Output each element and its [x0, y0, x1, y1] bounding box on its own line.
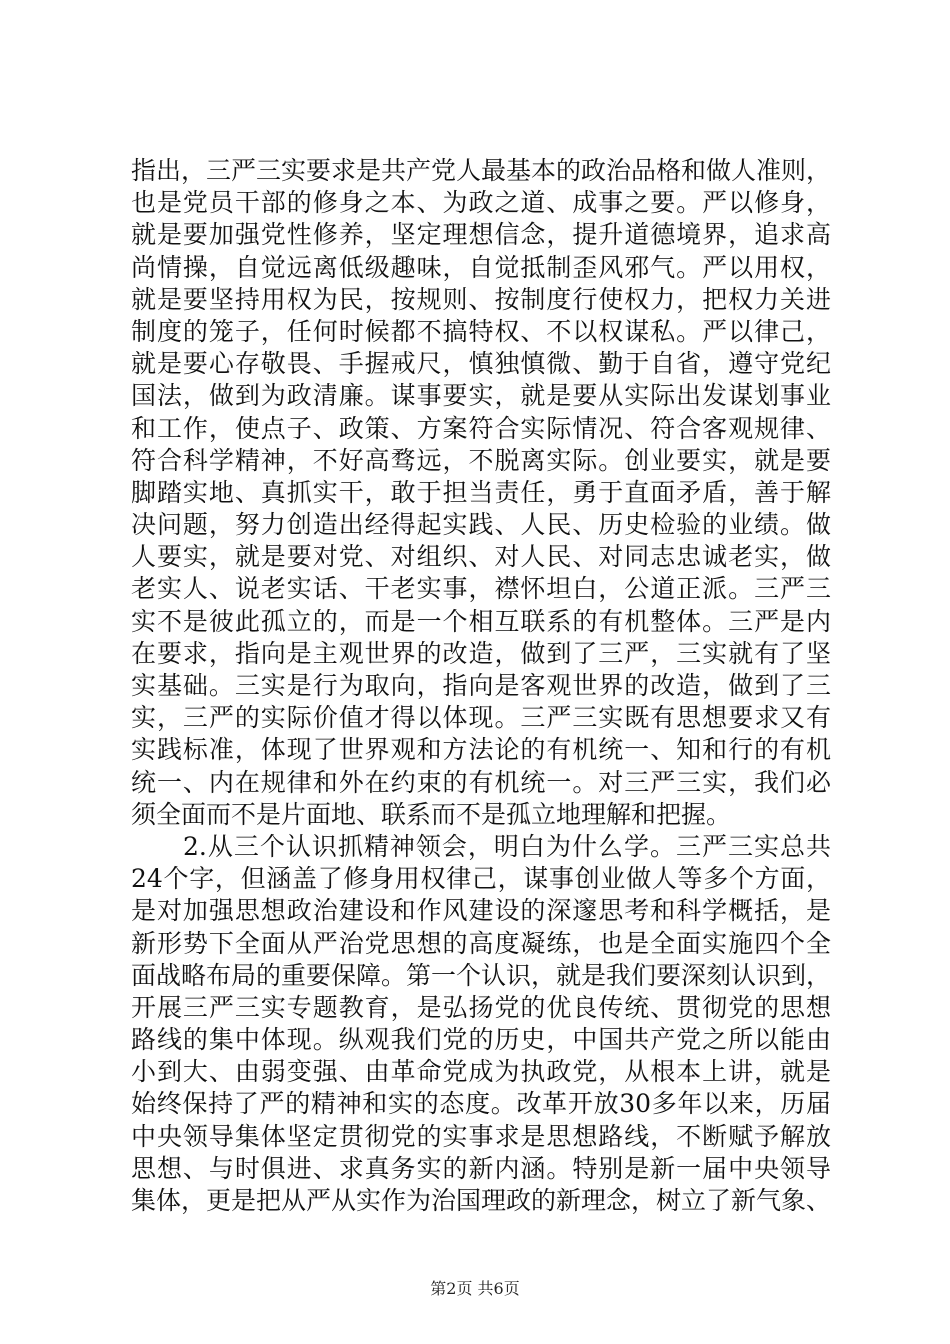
- text-line: 开展三严三实专题教育，是弘扬党的优良传统、贯彻党的思想: [131, 992, 831, 1022]
- text-line: 实，三严的实际价值才得以体现。三严三实既有思想要求又有: [131, 703, 831, 733]
- text-line: 在要求，指向是主观世界的改造，做到了三严，三实就有了坚: [131, 638, 831, 668]
- text-line: 实不是彼此孤立的，而是一个相互联系的有机整体。三严是内: [131, 606, 831, 636]
- text-line: 2.从三个认识抓精神领会，明白为什么学。三严三实总共: [131, 831, 831, 861]
- text-line: 国法，做到为政清廉。谋事要实，就是要从实际出发谋划事业: [131, 381, 831, 411]
- text-line: 和工作，使点子、政策、方案符合实际情况、符合客观规律、: [131, 413, 831, 443]
- text-line: 脚踏实地、真抓实干，敢于担当责任，勇于直面矛盾，善于解: [131, 477, 831, 507]
- text-line: 统一、内在规律和外在约束的有机统一。对三严三实，我们必: [131, 767, 831, 797]
- text-line: 就是要加强党性修养，坚定理想信念，提升道德境界，追求高: [131, 220, 831, 250]
- text-line: 决问题，努力创造出经得起实践、人民、历史检验的业绩。做: [131, 510, 831, 540]
- body-text: [131, 155, 831, 1217]
- text-line: 新形势下全面从严治党思想的高度凝练，也是全面实施四个全: [131, 928, 831, 958]
- text-line: 24个字，但涵盖了修身用权律己，谋事创业做人等多个方面，: [131, 864, 831, 894]
- text-line: 面战略布局的重要保障。第一个认识，就是我们要深刻认识到，: [131, 960, 832, 990]
- text-line: 始终保持了严的精神和实的态度。改革开放30多年以来，历届: [131, 1089, 831, 1119]
- text-line: 老实人、说老实话、干老实事，襟怀坦白，公道正派。三严三: [131, 574, 831, 604]
- text-line: 小到大、由弱变强、由革命党成为执政党，从根本上讲，就是: [131, 1057, 831, 1087]
- text-line: 须全面而不是片面地、联系而不是孤立地理解和把握。: [131, 799, 732, 829]
- text-line: 人要实，就是要对党、对组织、对人民、对同志忠诚老实，做: [131, 542, 831, 572]
- text-line: 制度的笼子，任何时候都不搞特权、不以权谋私。严以律己，: [131, 316, 831, 346]
- text-line: 实践标准，体现了世界观和方法论的有机统一、知和行的有机: [131, 735, 831, 765]
- text-line: 也是党员干部的修身之本、为政之道、成事之要。严以修身，: [131, 188, 831, 218]
- text-line: 是对加强思想政治建设和作风建设的深邃思考和科学概括，是: [131, 896, 831, 926]
- text-line: 就是要心存敬畏、手握戒尺，慎独慎微、勤于自省，遵守党纪: [131, 349, 831, 379]
- text-line: 指出，三严三实要求是共产党人最基本的政治品格和做人准则，: [131, 156, 832, 185]
- text-line: 思想、与时俱进、求真务实的新内涵。特别是新一届中央领导: [131, 1153, 831, 1183]
- text-line: 就是要坚持用权为民，按规则、按制度行使权力，把权力关进: [131, 284, 831, 314]
- text-line: 中央领导集体坚定贯彻党的实事求是思想路线，不断赋予解放: [131, 1121, 831, 1151]
- page-number-footer: 第2页 共6页: [430, 1279, 520, 1298]
- text-line: 尚情操，自觉远离低级趣味，自觉抵制歪风邪气。严以用权，: [131, 252, 831, 282]
- text-line: 集体，更是把从严从实作为治国理政的新理念，树立了新气象、: [131, 1186, 832, 1215]
- text-line: 路线的集中体现。纵观我们党的历史，中国共产党之所以能由: [131, 1025, 831, 1055]
- text-line: 符合科学精神，不好高骛远，不脱离实际。创业要实，就是要: [131, 445, 831, 475]
- text-line: 实基础。三实是行为取向，指向是客观世界的改造，做到了三: [131, 671, 831, 700]
